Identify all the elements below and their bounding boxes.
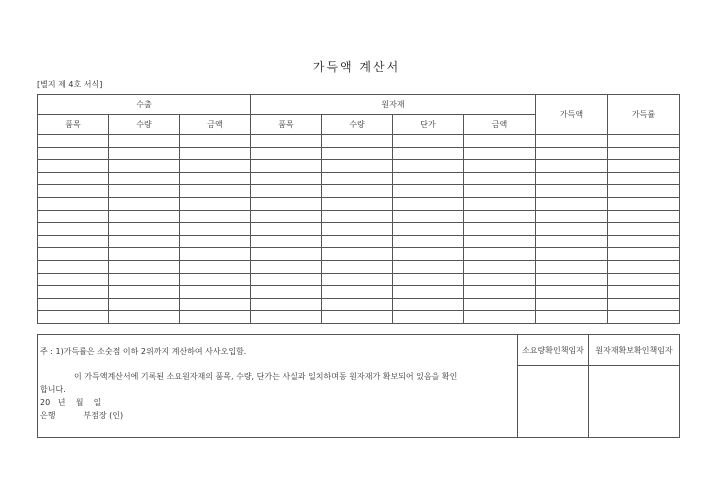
table-cell[interactable] [464,147,536,160]
table-cell[interactable] [109,172,180,185]
table-cell[interactable] [608,298,680,311]
table-cell[interactable] [109,147,180,160]
table-cell[interactable] [393,160,464,173]
table-cell[interactable] [393,135,464,148]
table-cell[interactable] [251,298,322,311]
table-row [38,235,680,248]
table-cell[interactable] [608,147,680,160]
table-cell[interactable] [180,147,251,160]
table-cell[interactable] [608,160,680,173]
table-cell[interactable] [536,210,608,223]
table-cell[interactable] [180,248,251,261]
table-cell[interactable] [536,172,608,185]
table-cell[interactable] [393,223,464,236]
footer-table [37,334,680,438]
table-cell[interactable] [38,210,109,223]
table-cell[interactable] [608,185,680,198]
export-item-header: 품목 [38,115,109,135]
table-cell[interactable] [38,135,109,148]
table-cell[interactable] [536,248,608,261]
table-cell[interactable] [536,197,608,210]
table-cell[interactable] [180,172,251,185]
table-cell[interactable] [393,286,464,299]
table-cell[interactable] [322,147,393,160]
table-cell[interactable] [608,311,680,324]
table-cell[interactable] [251,273,322,286]
table-cell[interactable] [608,197,680,210]
gain-rate-header: 가득률 [608,95,680,135]
table-cell[interactable] [109,286,180,299]
table-cell[interactable] [251,311,322,324]
table-cell[interactable] [180,210,251,223]
table-cell[interactable] [38,311,109,324]
table-cell[interactable] [536,135,608,148]
material-unitprice-header: 단가 [393,115,464,135]
table-cell[interactable] [180,223,251,236]
table-cell[interactable] [180,235,251,248]
quantity-officer-sign-box[interactable] [518,366,589,438]
table-cell[interactable] [109,235,180,248]
amount-gain-header: 가득액 [536,95,608,135]
table-cell[interactable] [38,172,109,185]
material-qty-header: 수량 [322,115,393,135]
table-cell[interactable] [180,160,251,173]
table-cell[interactable] [109,197,180,210]
table-cell[interactable] [109,311,180,324]
table-row [38,298,680,311]
table-cell[interactable] [38,197,109,210]
table-cell[interactable] [322,286,393,299]
table-cell[interactable] [180,273,251,286]
table-cell[interactable] [393,197,464,210]
table-cell[interactable] [251,260,322,273]
table-cell[interactable] [536,260,608,273]
table-cell[interactable] [251,172,322,185]
table-row [38,172,680,185]
table-cell[interactable] [393,248,464,261]
table-cell[interactable] [38,286,109,299]
table-cell[interactable] [322,248,393,261]
table-cell[interactable] [393,260,464,273]
table-row [38,311,680,324]
table-cell[interactable] [464,135,536,148]
export-qty-header: 수량 [109,115,180,135]
table-cell[interactable] [322,235,393,248]
table-cell[interactable] [536,185,608,198]
table-cell[interactable] [38,147,109,160]
table-row [38,185,680,198]
table-cell[interactable] [251,160,322,173]
table-cell[interactable] [464,235,536,248]
table-cell[interactable] [464,273,536,286]
table-cell[interactable] [322,135,393,148]
table-cell[interactable] [464,172,536,185]
table-cell[interactable] [109,298,180,311]
table-row [38,273,680,286]
table-cell[interactable] [464,223,536,236]
table-cell[interactable] [322,260,393,273]
table-cell[interactable] [251,223,322,236]
table-cell[interactable] [180,298,251,311]
table-cell[interactable] [608,210,680,223]
table-cell[interactable] [322,223,393,236]
table-cell[interactable] [608,248,680,261]
note-text: 주 : 1)가득률은 소숫점 이하 2위까지 계산하여 사사오입함. [40,347,247,356]
table-cell[interactable] [536,286,608,299]
table-cell[interactable] [251,210,322,223]
table-cell[interactable] [464,286,536,299]
table-row [38,210,680,223]
table-cell[interactable] [322,160,393,173]
table-row [38,135,680,148]
material-group-header: 원자재 [251,95,536,115]
table-cell[interactable] [608,286,680,299]
table-row [38,286,680,299]
table-cell[interactable] [180,286,251,299]
table-cell[interactable] [464,298,536,311]
table-cell[interactable] [464,197,536,210]
bank-line: 은행 부점장 (인) [40,411,124,420]
table-cell[interactable] [251,235,322,248]
table-cell[interactable] [38,235,109,248]
table-cell[interactable] [251,286,322,299]
form-number: [별지 제 4호 서식] [37,80,103,89]
table-cell[interactable] [536,298,608,311]
table-cell[interactable] [180,135,251,148]
table-cell[interactable] [109,260,180,273]
table-cell[interactable] [608,172,680,185]
table-cell[interactable] [464,260,536,273]
calculation-table [37,94,680,324]
table-cell[interactable] [180,260,251,273]
table-cell[interactable] [109,160,180,173]
material-officer-header: 원자재확보확인책임자 [589,335,680,366]
table-cell[interactable] [322,172,393,185]
table-cell[interactable] [109,210,180,223]
certification-text-end: 합니다. [40,385,66,394]
table-cell[interactable] [38,298,109,311]
table-cell[interactable] [322,273,393,286]
table-row [38,223,680,236]
table-cell[interactable] [393,172,464,185]
export-amount-header: 금액 [180,115,251,135]
table-cell[interactable] [38,260,109,273]
table-cell[interactable] [536,160,608,173]
table-cell[interactable] [608,235,680,248]
table-cell[interactable] [536,223,608,236]
table-cell[interactable] [109,135,180,148]
table-cell[interactable] [38,248,109,261]
table-row [38,160,680,173]
table-cell[interactable] [38,185,109,198]
table-cell[interactable] [393,298,464,311]
material-officer-sign-box[interactable] [589,366,680,438]
material-item-header: 품목 [251,115,322,135]
table-cell[interactable] [251,197,322,210]
table-cell[interactable] [180,185,251,198]
table-cell[interactable] [180,311,251,324]
table-cell[interactable] [464,210,536,223]
table-cell[interactable] [251,185,322,198]
table-cell[interactable] [536,273,608,286]
table-row [38,248,680,261]
table-cell[interactable] [38,160,109,173]
date-line: 20 년 월 일 [40,398,102,407]
table-cell[interactable] [464,311,536,324]
table-cell[interactable] [608,223,680,236]
table-cell[interactable] [38,223,109,236]
table-cell[interactable] [393,273,464,286]
table-cell[interactable] [393,311,464,324]
table-cell[interactable] [322,210,393,223]
table-cell[interactable] [251,147,322,160]
table-cell[interactable] [536,311,608,324]
table-cell[interactable] [109,223,180,236]
table-cell[interactable] [536,235,608,248]
table-cell[interactable] [251,135,322,148]
table-cell[interactable] [608,260,680,273]
table-cell[interactable] [109,185,180,198]
table-cell[interactable] [393,210,464,223]
table-cell[interactable] [109,273,180,286]
certification-text: 이 가득액계산서에 기록된 소요원자재의 품목, 수량, 단가는 사실과 일치하며동 원자재가 확보되어 있음을 확인 [74,372,458,381]
table-cell[interactable] [322,185,393,198]
table-cell[interactable] [608,135,680,148]
table-cell[interactable] [322,197,393,210]
note-cell [38,335,518,438]
table-cell[interactable] [251,248,322,261]
table-cell[interactable] [109,248,180,261]
table-row [38,197,680,210]
table-cell[interactable] [464,185,536,198]
table-cell[interactable] [393,147,464,160]
table-cell[interactable] [608,273,680,286]
table-cell[interactable] [38,273,109,286]
material-amount-header: 금액 [464,115,536,135]
table-cell[interactable] [180,197,251,210]
table-cell[interactable] [322,298,393,311]
export-group-header: 수출 [38,95,251,115]
table-cell[interactable] [536,147,608,160]
page-title: 가득액 계산서 [312,60,401,74]
table-cell[interactable] [393,185,464,198]
table-row [38,147,680,160]
table-cell[interactable] [464,160,536,173]
quantity-officer-header: 소요량확인책임자 [518,335,589,366]
table-row [38,260,680,273]
table-cell[interactable] [464,248,536,261]
table-cell[interactable] [322,311,393,324]
table-cell[interactable] [393,235,464,248]
